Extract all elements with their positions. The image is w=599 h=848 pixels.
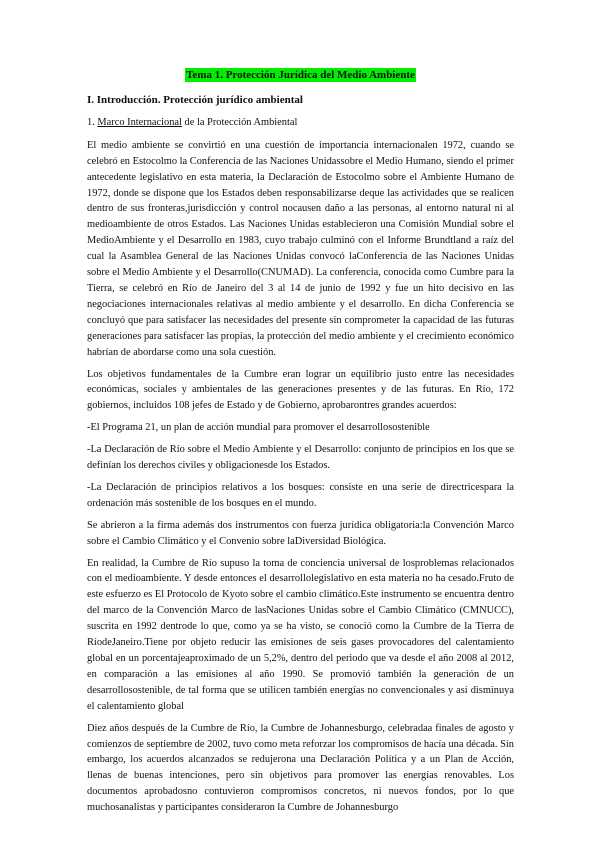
list-item-programa-21: -El Programa 21, un plan de acción mundial para promover el desarrollosostenible bbox=[87, 422, 430, 434]
document-title: Tema 1. Protección Jurídica del Medio Ambiente bbox=[186, 69, 415, 81]
section-heading: I. Introducción. Protección jurídico ambiental bbox=[87, 93, 303, 106]
subsection-heading-rest: de la Protección Ambiental bbox=[181, 116, 298, 128]
list-item-declaracion-bosques: -La Declaración de principios relativos a los bosques: consiste en una serie de directricespara la ordenación más sostenible de los bosques en el mundo. bbox=[87, 481, 514, 509]
paragraph-5: Diez años después de la Cumbre de Río, la Cumbre de Johannesburgo, celebradaa finales de agosto y comienzos de septiembre de 2002, tuvo como meta reforzar los compromisos de hacía una década. Sin embargo, los acuerdos alcanzados se redujeronа una Declaración Política y a un Plan de Acción, llenas de buenas intenciones, pero sin objetivos para promover las energías renovables. Los documentos aprobadosno contuvieron compromisos concretos, ni nuevos fondos, por lo que muchosanalistas y participantes consideraron la Cumbre de Johannesburgo bbox=[87, 722, 514, 814]
marco-internacional-link[interactable]: Marco Internacional bbox=[97, 116, 182, 128]
subsection-heading bbox=[87, 115, 514, 131]
paragraph-1: El medio ambiente se convirtió en una cuestión de importancia internacionalen 1972, cuando se celebró en Estocolmo la Conferencia de las Naciones Unidassobre el Medio Humano, siendo el primer antecedente legislativo en esta materia, la Declaración de Estocolmo sobre el Ambiente Humano de 1972, donde se dispone que los Estados deben responsabilizarse deque las actividades que se realicen dentro de sus fronteras,jurisdicción y control nocausen daño a las personas, al entorno natural ni al medioambiente de otros Estados. Las Naciones Unidas establecieron una Comisión Mundial sobre el MedioAmbiente y el Desarrollo en 1983, cuyo trabajo culminó con el Informe Brundtland a raíz del cual la Asamblea General de las Naciones Unidas convocó laConferencia de las Naciones Unidas sobre el Medio Ambiente y el Desarrollo(CNUMAD). La conferencia, conocida como Cumbre para la Tierra, se celebró en Río de Janeiro del 3 al 14 de junio de 1992 y fue un hito decisivo en las negociaciones internacionales relativas al medio ambiente y el desarrollo. En dicha Conferencia se concluyó que para satisfacer las necesidades del presente sin comprometer la capacidad de las futuras generaciones para satisfacer las propias, la protección del medio ambiente y el crecimiento económico habrían de abordarse como una sola cuestión. bbox=[87, 139, 514, 358]
paragraph-3: Se abrieron a la firma además dos instrumentos con fuerza jurídica obligatoria:la Convención Marco sobre el Cambio Climático y el Convenio sobre laDiversidad Biológica. bbox=[87, 519, 514, 547]
paragraph-4: En realidad, la Cumbre de Río supuso la toma de conciencia universal de losproblemas relacionados con el medioambiente. Y desde entonces el desarrollolegislativo en esta materia no ha cesado.Fruto de este esfuerzo es El Protocolo de Kyoto sobre el cambio climático.Este instrumento se encuentra dentro del marco de la Convención Marco de lasNaciones Unidas sobre el Cambio Climático (CMNUCC), suscrita en 1992 dentrode lo que, como ya se ha visto, se conoció como la Cumbre de la Tierra de RíodeJaneiro.Tiene por objeto reducir las emisiones de seis gases provocadores del calentamiento global en un porcentajeaproximado de un 5,2%, dentro del periodo que va desde el año 2008 al 2012, en comparación a las emisiones al año 1990. Se promovió también la generación de un desarrollosostenible, de tal forma que se utilicen también energías no convencionales y así disminuya el calentamiento global bbox=[87, 557, 514, 712]
paragraph-2: Los objetivos fundamentales de la Cumbre eran lograr un equilibrio justo entre las necesidades económicas, sociales y ambientales de las generaciones presentes y de las futuras. En Río, 172 gobiernos, incluidos 108 jefes de Estado y de Gobierno, aprobarontres grandes acuerdos: bbox=[87, 368, 514, 412]
subsection-number: 1. bbox=[87, 116, 95, 128]
list-item-declaracion-rio: -La Declaración de Río sobre el Medio Ambiente y el Desarrollo: conjunto de principios en los que se definían los derechos civiles y obligacionesde los Estados. bbox=[87, 444, 514, 472]
document-body bbox=[87, 68, 514, 822]
title-block bbox=[87, 68, 514, 84]
